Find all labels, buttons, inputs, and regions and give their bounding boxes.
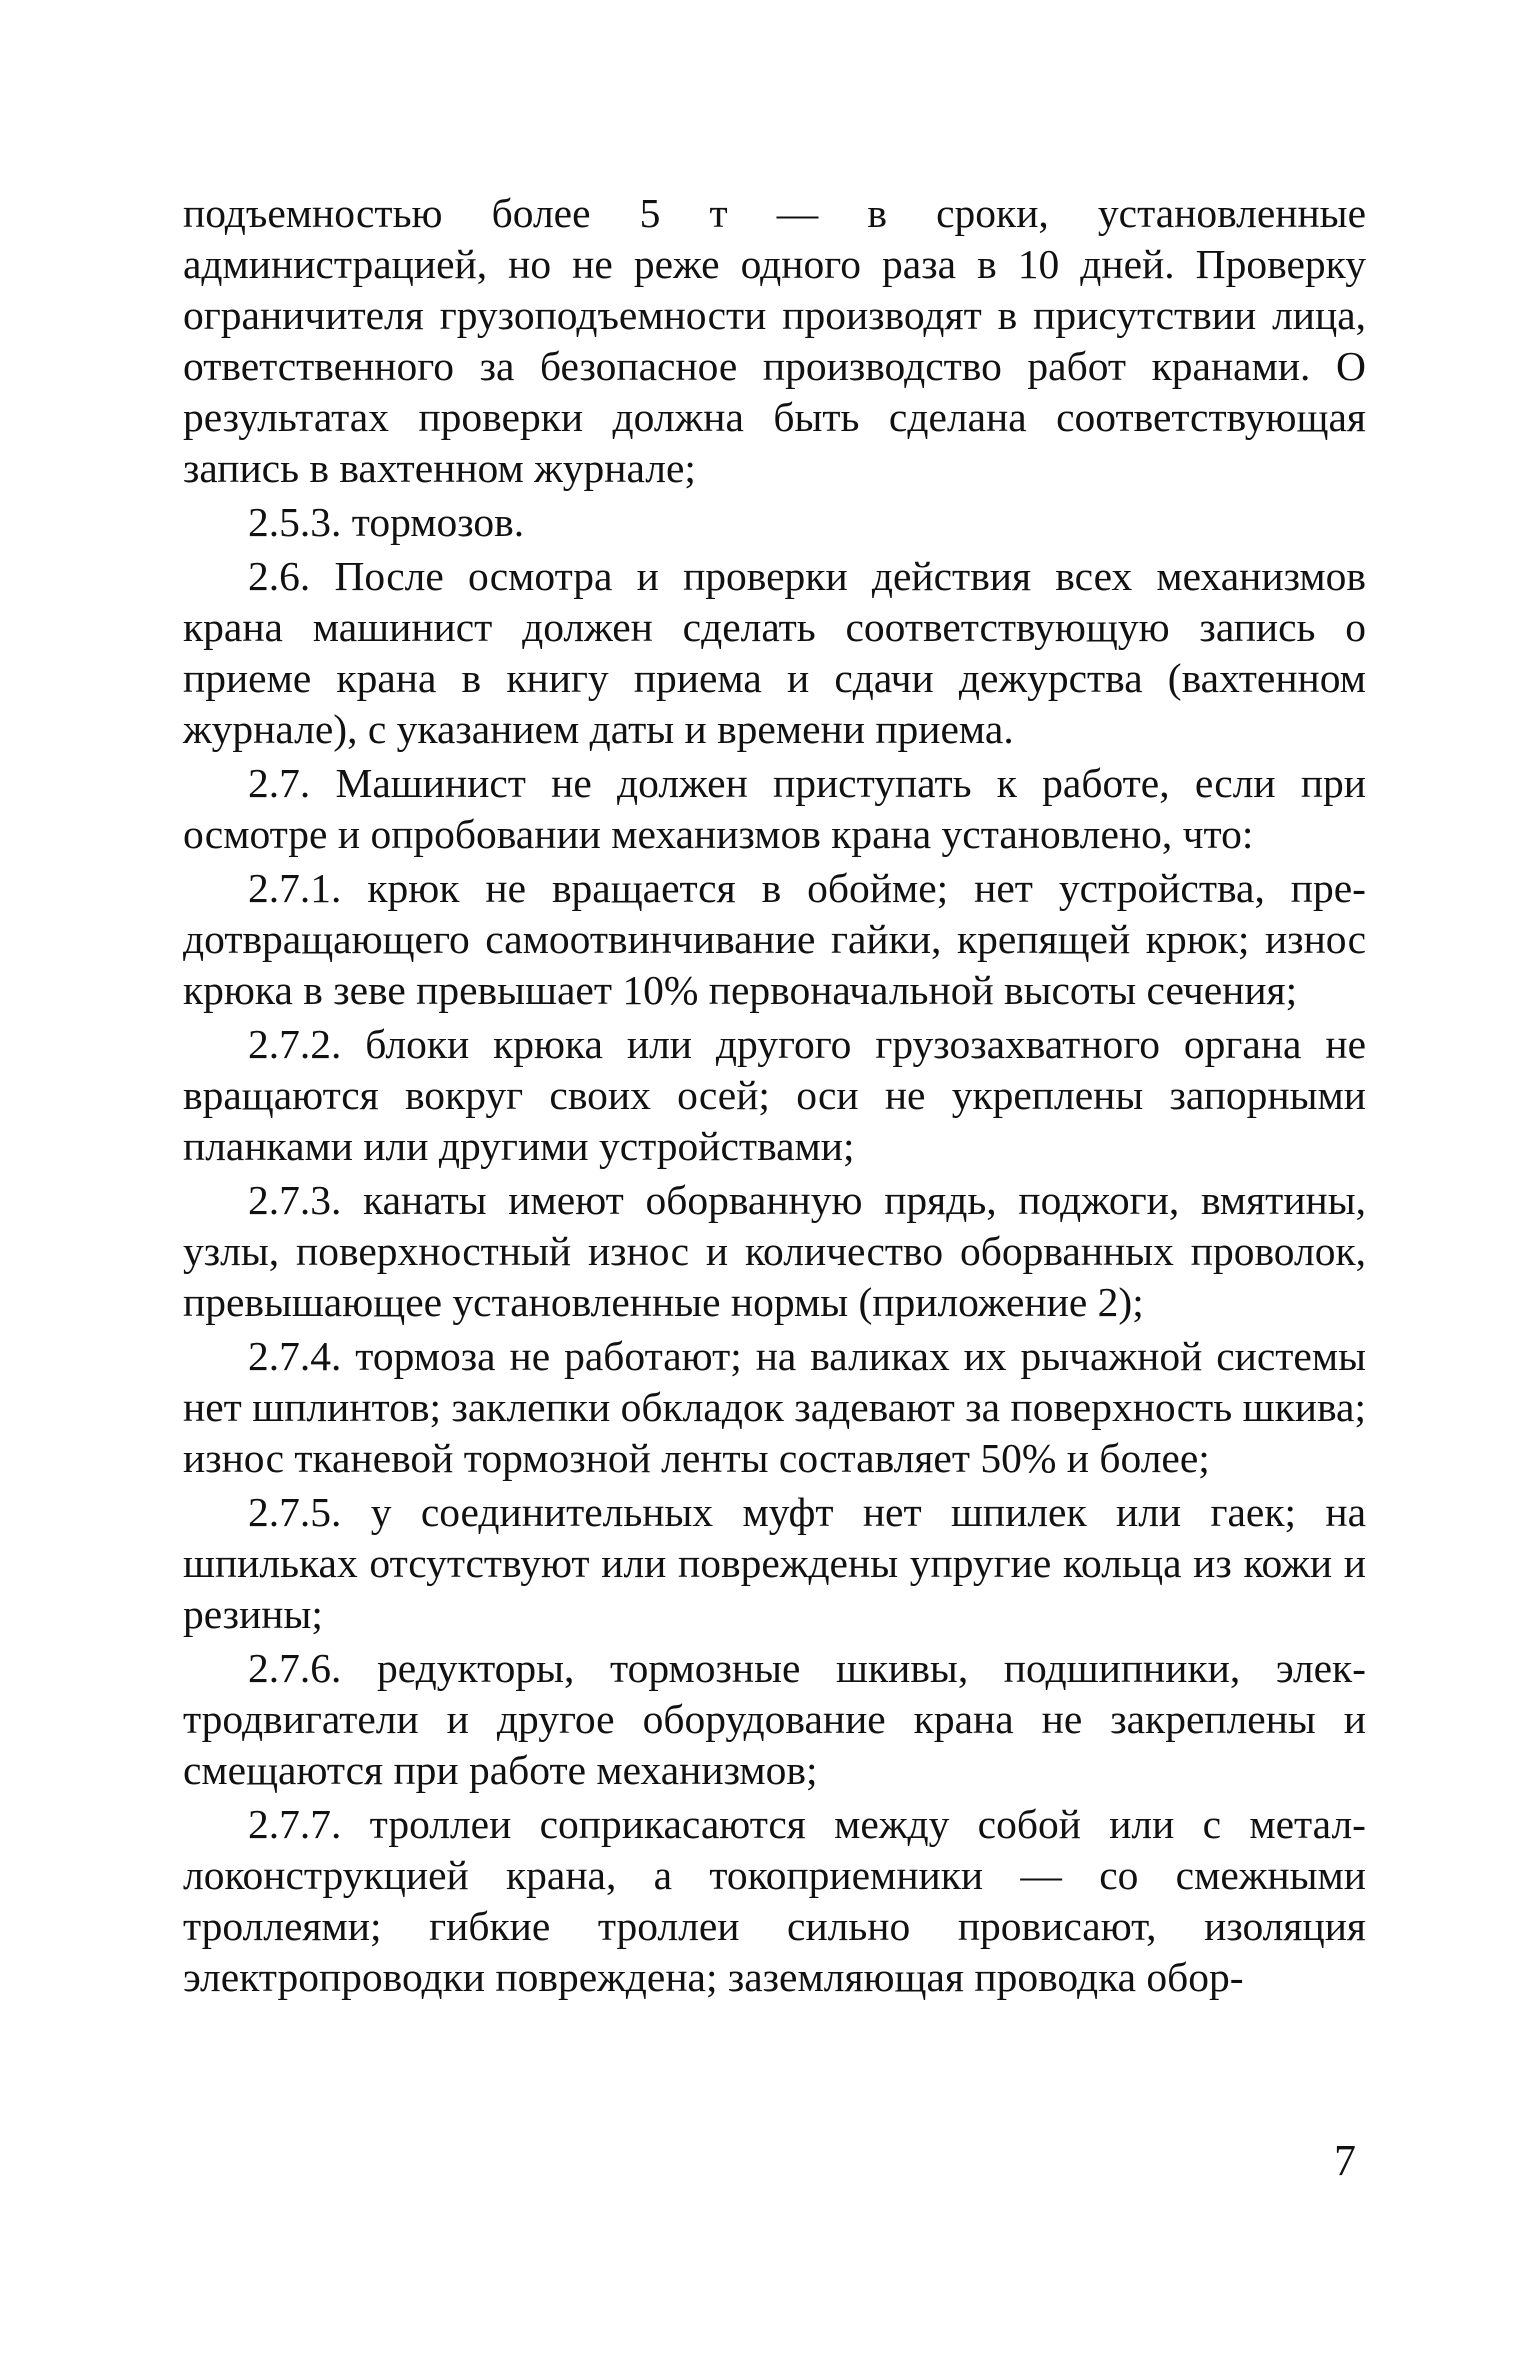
paragraph-2-7-2: 2.7.2. блоки крюка или другого грузозахватного органа не вращаются вокруг своих осей; оси не укреплены запорными планками или другими устройствами; — [183, 1021, 1366, 1169]
paragraph-2-7-5: 2.7.5. у соединительных муфт нет шпилек или гаек; на шпильках отсутствуют или повреждены упругие кольца из кожи и резины; — [183, 1489, 1366, 1637]
paragraph-2-5-3: 2.5.3. тормозов. — [248, 499, 525, 545]
paragraph-2-7-7: 2.7.7. троллеи соприкасаются между собой или с металлоконструкцией крана, а токоприемники — со смежными троллеями; гибкие троллеи сильно провисают, изоляция электропроводки повреждена; заземляющая проводка обор- — [183, 1801, 1366, 2000]
paragraph-2-6: 2.6. После осмотра и проверки действия всех механизмов крана машинист должен сделать соответствующую запись о приеме крана в книгу приема и сдачи дежурства (вахтенном журнале), с указанием даты и времени приема. — [183, 553, 1366, 752]
paragraph-continuation: подъемностью более 5 т — в сроки, установленные администрацией, но не реже одного раза в 10 дней. Проверку ограничителя грузоподъемности производят в присутствии лица, ответственного за безопасное производство работ кранами. О результатах проверки должна быть сделана соответствующая запись в вахтенном журнале; — [183, 190, 1366, 491]
paragraph-2-7: 2.7. Машинист не должен приступать к работе, если при осмотре и опробовании механизмов крана установлено, что: — [183, 760, 1366, 857]
page-number: 7 — [1334, 2136, 1356, 2185]
paragraph-2-7-4: 2.7.4. тормоза не работают; на валиках их рычажной системы нет шплинтов; заклепки обкладок задевают за поверхность шкива; износ тканевой тормозной ленты составляет 50% и более; — [183, 1333, 1366, 1481]
page-body — [183, 188, 1366, 2003]
paragraph-2-7-3: 2.7.3. канаты имеют оборванную прядь, поджоги, вмятины, узлы, поверхностный износ и количество оборванных проволок, превышающее установленные нормы (приложение 2); — [183, 1177, 1366, 1325]
paragraph-2-7-1: 2.7.1. крюк не вращается в обойме; нет устройства, предотвращающего самоотвинчивание гайки, крепящей крюк; износ крюка в зеве превышает 10% первоначальной высоты сечения; — [183, 865, 1366, 1013]
paragraph-2-7-6: 2.7.6. редукторы, тормозные шкивы, подшипники, электродвигатели и другое оборудование крана не закреплены и смещаются при работе механизмов; — [183, 1645, 1366, 1793]
